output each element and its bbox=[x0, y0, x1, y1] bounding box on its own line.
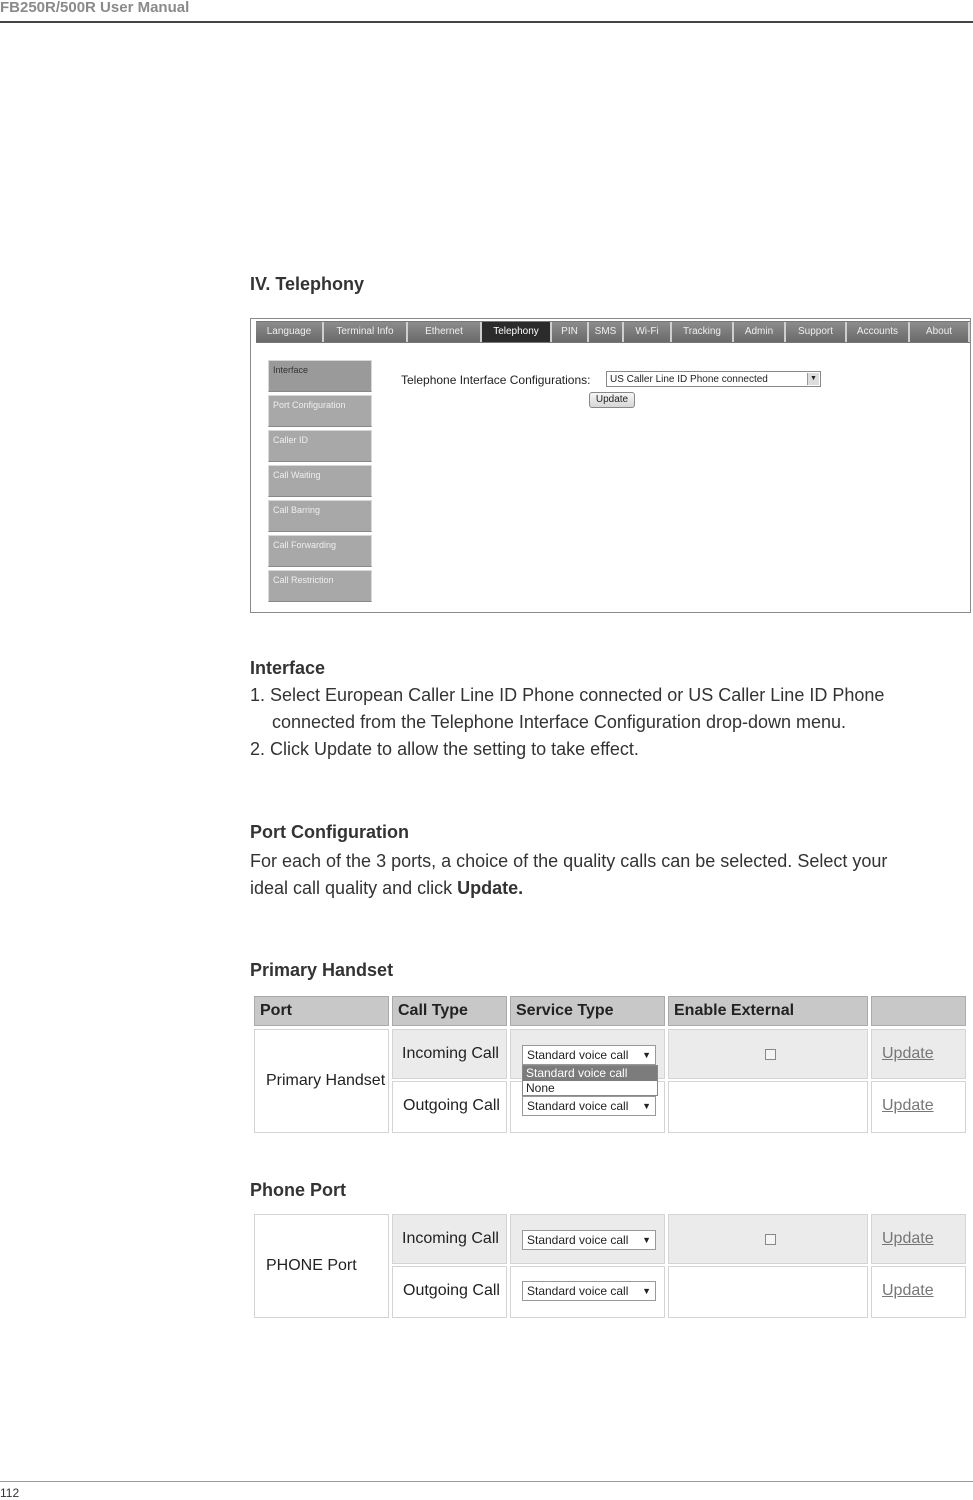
ringing-cell bbox=[668, 1029, 868, 1079]
tab-wifi[interactable]: Wi-Fi bbox=[624, 322, 672, 342]
ringing-cell-empty bbox=[668, 1081, 868, 1133]
call-type-column bbox=[392, 1214, 507, 1318]
tab-tracking[interactable]: Tracking bbox=[672, 322, 734, 342]
chevron-down-icon: ▼ bbox=[807, 373, 819, 385]
primary-handset-table bbox=[254, 996, 969, 1133]
incoming-service-select[interactable] bbox=[522, 1045, 656, 1065]
column-external-ringing: Enable External bbox=[668, 996, 868, 1026]
ringing-cell bbox=[668, 1214, 868, 1264]
tab-telephony[interactable]: Telephony bbox=[482, 322, 552, 342]
tab-about[interactable]: About bbox=[910, 322, 970, 342]
service-dropdown-menu bbox=[522, 1065, 658, 1096]
chevron-down-icon: ▼ bbox=[642, 1286, 651, 1296]
incoming-service-cell bbox=[510, 1214, 665, 1264]
page-number: 112 bbox=[0, 1486, 20, 1500]
chevron-down-icon: ▼ bbox=[642, 1235, 651, 1245]
incoming-label: Incoming Call bbox=[402, 1045, 499, 1062]
interface-step-1-cont: connected from the Telephone Interface Configuration drop-down menu. bbox=[272, 712, 847, 732]
dropdown-option-standard[interactable]: Standard voice call bbox=[523, 1066, 657, 1081]
interface-steps bbox=[250, 682, 965, 763]
tab-language[interactable]: Language bbox=[256, 322, 324, 342]
outgoing-action-cell bbox=[871, 1266, 966, 1318]
port-config-line-1: For each of the 3 ports, a choice of the quality calls can be selected. Select your bbox=[250, 851, 888, 871]
tab-bar bbox=[256, 321, 970, 343]
column-port: Port bbox=[254, 996, 389, 1026]
update-button[interactable]: Update bbox=[589, 392, 635, 408]
incoming-service-value: Standard voice call bbox=[527, 1233, 629, 1247]
chevron-down-icon: ▼ bbox=[642, 1101, 651, 1111]
sidebar-item-call-waiting[interactable]: Call Waiting bbox=[268, 465, 372, 497]
sidebar-item-caller-id[interactable]: Caller ID bbox=[268, 430, 372, 462]
external-ringing-checkbox[interactable] bbox=[765, 1234, 776, 1245]
service-type-column bbox=[510, 1029, 665, 1133]
telephony-screenshot bbox=[250, 318, 971, 613]
action-column bbox=[871, 1214, 966, 1318]
primary-handset-heading: Primary Handset bbox=[250, 960, 394, 980]
ringing-column bbox=[668, 1029, 868, 1133]
sidebar-item-call-barring[interactable]: Call Barring bbox=[268, 500, 372, 532]
tab-ethernet[interactable]: Ethernet bbox=[408, 322, 482, 342]
interface-step-2: 2. Click Update to allow the setting to take effect. bbox=[250, 739, 639, 759]
port-name: Primary Handset bbox=[266, 1072, 386, 1089]
interface-config-label: Telephone Interface Configurations: bbox=[401, 373, 591, 387]
outgoing-cell bbox=[392, 1081, 507, 1133]
outgoing-update-link[interactable]: Update bbox=[882, 1097, 934, 1114]
table-row bbox=[254, 1214, 969, 1318]
incoming-label: Incoming Call bbox=[402, 1230, 499, 1247]
column-service-type: Service Type bbox=[510, 996, 665, 1026]
column-action bbox=[871, 996, 966, 1026]
interface-step-1: 1. Select European Caller Line ID Phone connected or US Caller Line ID Phone bbox=[250, 685, 885, 705]
service-type-column bbox=[510, 1214, 665, 1318]
action-column bbox=[871, 1029, 966, 1133]
incoming-action-cell bbox=[871, 1214, 966, 1264]
outgoing-cell bbox=[392, 1266, 507, 1318]
incoming-cell bbox=[392, 1214, 507, 1264]
incoming-update-link[interactable]: Update bbox=[882, 1230, 934, 1247]
dropdown-option-none[interactable]: None bbox=[526, 1081, 555, 1095]
tab-pin[interactable]: PIN bbox=[552, 322, 589, 342]
chevron-down-icon: ▼ bbox=[642, 1050, 651, 1060]
incoming-service-value: Standard voice call bbox=[527, 1048, 629, 1062]
outgoing-service-select[interactable] bbox=[522, 1281, 656, 1301]
outgoing-service-cell bbox=[510, 1266, 665, 1318]
sidebar-item-interface[interactable]: Interface bbox=[268, 360, 372, 392]
sidebar bbox=[268, 360, 374, 605]
outgoing-update-link[interactable]: Update bbox=[882, 1282, 934, 1299]
port-name: PHONE Port bbox=[266, 1257, 357, 1274]
header-rule bbox=[0, 21, 973, 23]
outgoing-service-value: Standard voice call bbox=[527, 1099, 629, 1113]
sidebar-item-port-configuration[interactable]: Port Configuration bbox=[268, 395, 372, 427]
incoming-cell bbox=[392, 1029, 507, 1079]
port-cell bbox=[254, 1029, 389, 1133]
phone-port-table bbox=[254, 1214, 969, 1318]
call-type-column bbox=[392, 1029, 507, 1133]
incoming-update-link[interactable]: Update bbox=[882, 1045, 934, 1062]
table-row bbox=[254, 1029, 969, 1133]
tab-admin[interactable]: Admin bbox=[734, 322, 786, 342]
outgoing-label: Outgoing Call bbox=[403, 1097, 500, 1114]
ringing-column bbox=[668, 1214, 868, 1318]
table-header bbox=[254, 996, 969, 1026]
port-config-update-word: Update. bbox=[457, 878, 524, 898]
tab-support[interactable]: Support bbox=[786, 322, 847, 342]
phone-port-heading: Phone Port bbox=[250, 1180, 347, 1200]
interface-config-select[interactable] bbox=[606, 371, 821, 387]
sidebar-item-call-forwarding[interactable]: Call Forwarding bbox=[268, 535, 372, 567]
outgoing-label: Outgoing Call bbox=[403, 1282, 500, 1299]
interface-heading: Interface bbox=[250, 658, 326, 678]
manual-title: FB250R/500R User Manual bbox=[0, 0, 190, 16]
sidebar-item-call-restriction[interactable]: Call Restriction bbox=[268, 570, 372, 602]
column-call-type: Call Type bbox=[392, 996, 507, 1026]
interface-config-value: US Caller Line ID Phone connected bbox=[610, 374, 768, 385]
section-title: IV. Telephony bbox=[250, 274, 365, 294]
tab-sms[interactable]: SMS bbox=[589, 322, 624, 342]
outgoing-action-cell bbox=[871, 1081, 966, 1133]
incoming-action-cell bbox=[871, 1029, 966, 1079]
outgoing-service-select[interactable] bbox=[522, 1096, 656, 1116]
port-cell bbox=[254, 1214, 389, 1318]
tab-accounts[interactable]: Accounts bbox=[847, 322, 910, 342]
outgoing-service-value: Standard voice call bbox=[527, 1284, 629, 1298]
incoming-service-select[interactable] bbox=[522, 1230, 656, 1250]
port-config-line-2: ideal call quality and click bbox=[250, 878, 458, 898]
external-ringing-checkbox[interactable] bbox=[765, 1049, 776, 1060]
port-config-text bbox=[250, 848, 965, 902]
footer-rule bbox=[0, 1481, 973, 1482]
port-config-heading: Port Configuration bbox=[250, 822, 409, 842]
tab-terminal-info[interactable]: Terminal Info bbox=[324, 322, 408, 342]
ringing-cell-empty bbox=[668, 1266, 868, 1318]
